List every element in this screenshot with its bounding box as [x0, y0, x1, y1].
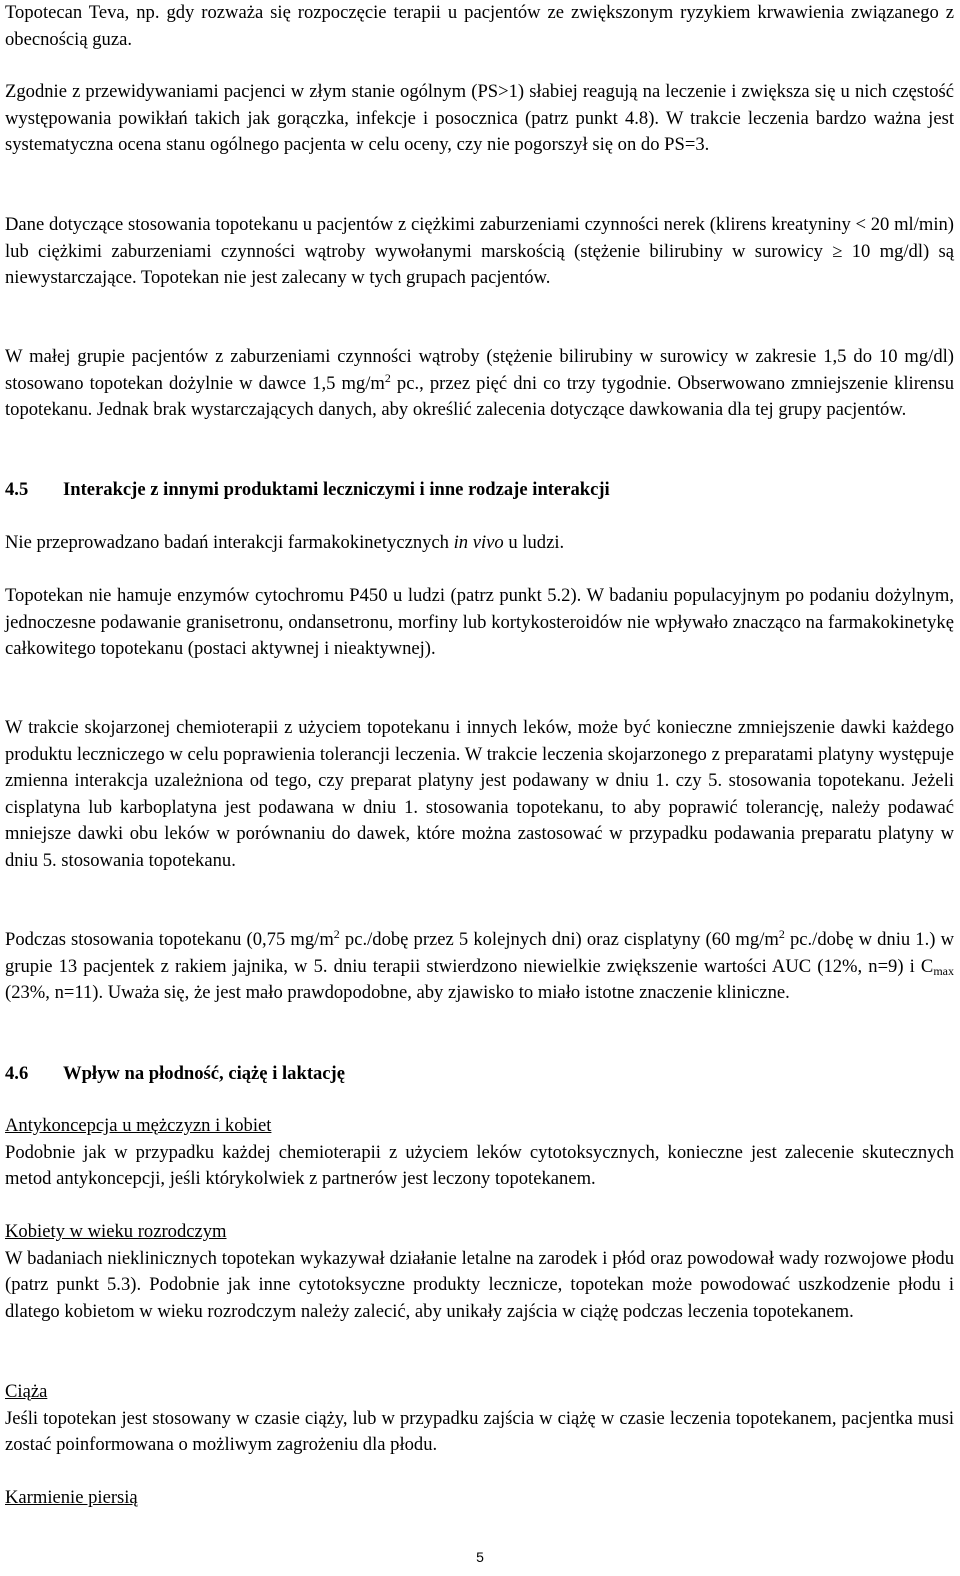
section-number: 4.5: [5, 479, 29, 500]
section-title: Wpływ na płodność, ciążę i laktację: [63, 1063, 346, 1084]
subsection-title: Antykoncepcja u mężczyzn i kobiet: [5, 1115, 272, 1136]
subsection-women-childbearing: [5, 1219, 954, 1325]
paragraph-performance-status: Zgodnie z przewidywaniami pacjenci w złym stanie ogólnym (PS>1) słabiej reagują na leczenie i zwiększa się u nich częstość występowania powikłań takich jak gorączka, infekcje i posocznica (patrz punkt 4.8). W trakcie leczenia bardzo ważna jest systematyczna ocena stanu ogólnego pacjenta w celu oceny, czy nie pogorszył się on do PS=3.: [5, 81, 954, 155]
section-number: 4.6: [5, 1063, 29, 1084]
subsection-pregnancy: [5, 1379, 954, 1459]
subsection-title: Karmienie piersią: [5, 1487, 138, 1508]
paragraph-combination-chemo: W trakcie skojarzonej chemioterapii z użyciem topotekanu i innych leków, może być konieczne zmniejszenie dawki każdego produktu leczniczego w celu poprawienia tolerancji leczenia. W trakcie leczenia skojarzonego z preparatami platyny występuje zmienna interakcja uzależniona od tego, czy preparat platyny jest podawany w dniu 1. czy 5. stosowania topotekanu. Jeżeli cisplatyna lub karboplatyna jest podawana w dniu 1. stosowania topotekanu, to aby poprawić tolerancję, należy podawać mniejsze dawki obu leków w porównaniu do dawek, które można zastosować w przypadku podawania preparatu platyny w dniu 5. stosowania topotekanu.: [5, 717, 954, 871]
subsection-breastfeeding: [5, 1485, 954, 1512]
paragraph-cyp450: Topotekan nie hamuje enzymów cytochromu P450 u ludzi (patrz punkt 5.2). W badaniu populacyjnym po podaniu dożylnym, jednoczesne podawanie granisetronu, ondansetronu, morfiny lub kortykosteroidów nie wpływało znacząco na farmakokinetykę całkowitego topotekanu (postaci aktywnej i nieaktywnej).: [5, 585, 954, 659]
page-number: 5: [476, 1549, 484, 1565]
paragraph-interaction-studies: Nie przeprowadzano badań interakcji farmakokinetycznych in vivo u ludzi.: [5, 532, 565, 553]
paragraph-renal-hepatic: Dane dotyczące stosowania topotekanu u pacjentów z ciężkimi zaburzeniami czynności nerek (klirens kreatyniny < 20 ml/min) lub ciężkimi zaburzeniami czynności wątroby wywołanymi marskością (stężenie bilirubiny w surowicy ≥ 10 mg/dl) są niewystarczające. Topotekan nie jest zalecany w tych grupach pacjentów.: [5, 214, 954, 288]
paragraph-hepatic-dosing: W małej grupie pacjentów z zaburzeniami czynności wątroby (stężenie bilirubiny w surowicy w zakresie 1,5 do 10 mg/dl) stosowano topotekan dożylnie w dawce 1,5 $mg/m^2$ pc., przez pięć dni co trzy tygodnie. Obserwowano zmniejszenie klirensu topotekanu. Jednak brak wystarczających danych, aby określić zalecenia dotyczące dawkowania dla tej grupy pacjentów.: [5, 346, 954, 420]
section-heading-4-5: [5, 477, 610, 504]
subsection-text: Jeśli topotekan jest stosowany w czasie ciąży, lub w przypadku zajścia w ciążę w czasie leczenia topotekanem, pacjentka musi zostać poinformowana o możliwym zagrożeniu dla płodu.: [5, 1407, 954, 1455]
subsection-text: Podobnie jak w przypadku każdej chemioterapii z użyciem leków cytotoksycznych, konieczne jest zalecenie skutecznych metod antykoncepcji, jeśli którykolwiek z partnerów jest leczony topotekanem.: [5, 1141, 954, 1189]
paragraph-topotecan-bleeding: Topotecan Teva, np. gdy rozważa się rozpoczęcie terapii u pacjentów ze zwiększonym ryzykiem krwawienia związanego z obecnością guza.: [5, 2, 954, 50]
subsection-contraception: [5, 1113, 954, 1193]
section-title: Interakcje z innymi produktami leczniczymi i inne rodzaje interakcji: [63, 479, 610, 500]
subsection-title: Ciąża: [5, 1381, 48, 1402]
subsection-text: W badaniach nieklinicznych topotekan wykazywał działanie letalne na zarodek i płód oraz powodował wady rozwojowe płodu (patrz punkt 5.3). Podobnie jak inne cytotoksyczne produkty lecznicze, topotekan może powodować uszkodzenie płodu i dlatego kobietom w wieku rozrodczym należy zalecić, aby unikały zajścia w ciążę podczas leczenia topotekanem.: [5, 1247, 954, 1322]
subsection-title: Kobiety w wieku rozrodczym: [5, 1221, 227, 1242]
section-heading-4-6: [5, 1061, 345, 1088]
paragraph-cisplatin-auc: Podczas stosowania topotekanu (0,75 $mg/m^2$ pc./dobę przez 5 kolejnych dni) oraz cisplatyny (60 $mg/m^2$ pc./dobę w dniu 1.) w grupie 13 pacjentek z rakiem jajnika, w 5. dniu terapii stwierdzono niewielkie zwiększenie wartości AUC (12%, n=9) i $C_{max}$ (23%, n=11). Uważa się, że jest mało prawdopodobne, aby zjawisko to miało istotne znaczenie kliniczne.: [5, 927, 954, 1003]
